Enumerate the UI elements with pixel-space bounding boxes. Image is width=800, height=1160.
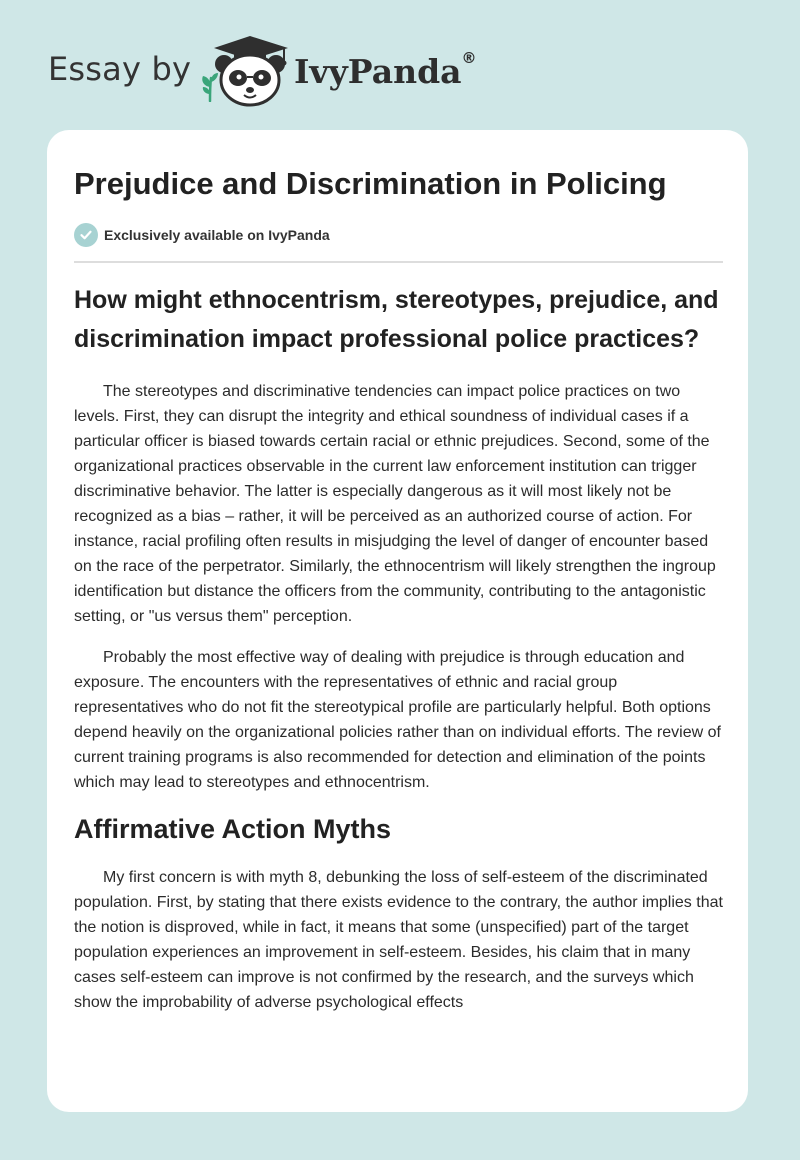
page-title: Prejudice and Discrimination in Policing: [74, 166, 667, 201]
exclusive-badge: [74, 222, 330, 248]
section-heading: How might ethnocentrism, stereotypes, prejudice, and discrimination impact professional police practices?: [74, 286, 719, 353]
essay-card: [47, 130, 748, 1112]
check-icon: [74, 223, 98, 247]
paragraph: The stereotypes and discriminative tendencies can impact police practices on two levels. First, they can disrupt the integrity and ethical soundness of individual cases if a particular officer is biased towards certain racial or ethnic prejudices. Second, some of the organizational practices observable in the current law enforcement institution can trigger discriminative behavior. The latter is especially dangerous as it will most likely not be recognized as a bias – rather, it will be perceived as an authorized course of action. For instance, racial profiling often results in misjudging the level of danger of encounter based on the race of the perpetrator. Similarly, the ethnocentrism will likely strengthen the ingroup identification but distance the officers from the community, contributing to the antagonistic setting, or "us versus them" perception.: [74, 383, 716, 625]
paragraph: Probably the most effective way of dealing with prejudice is through education and exposure. The encounters with the representatives of ethnic and racial group representatives who do not fit the stereotypical profile are particularly helpful. Both options depend heavily on the organizational policies rather than on individual efforts. The review of current training programs is also recommended for detection and elimination of the points which may lead to stereotypes and ethnocentrism.: [74, 649, 721, 791]
panda-logo-icon: [204, 34, 292, 108]
section-heading: Affirmative Action Myths: [74, 814, 392, 844]
paragraph: My first concern is with myth 8, debunking the loss of self-esteem of the discriminated population. First, by stating that there exists evidence to the contrary, the author implies that the notion is disproved, while in fact, it means that some (unspecified) part of the target population experiences an improvement in self-esteem. Besides, his claim that in many cases self-esteem can improve is not confirmed by the research, and the surveys which show the improbability of adverse psychological effects: [74, 869, 723, 1011]
essay-body: [74, 281, 724, 1031]
essay-by-label: Essay by: [48, 50, 192, 88]
divider: [74, 261, 723, 263]
brand-header: [48, 34, 477, 108]
registered-mark: ®: [461, 49, 477, 67]
exclusive-label: Exclusively available on IvyPanda: [104, 227, 330, 243]
brand-name: IvyPanda®: [294, 49, 477, 91]
